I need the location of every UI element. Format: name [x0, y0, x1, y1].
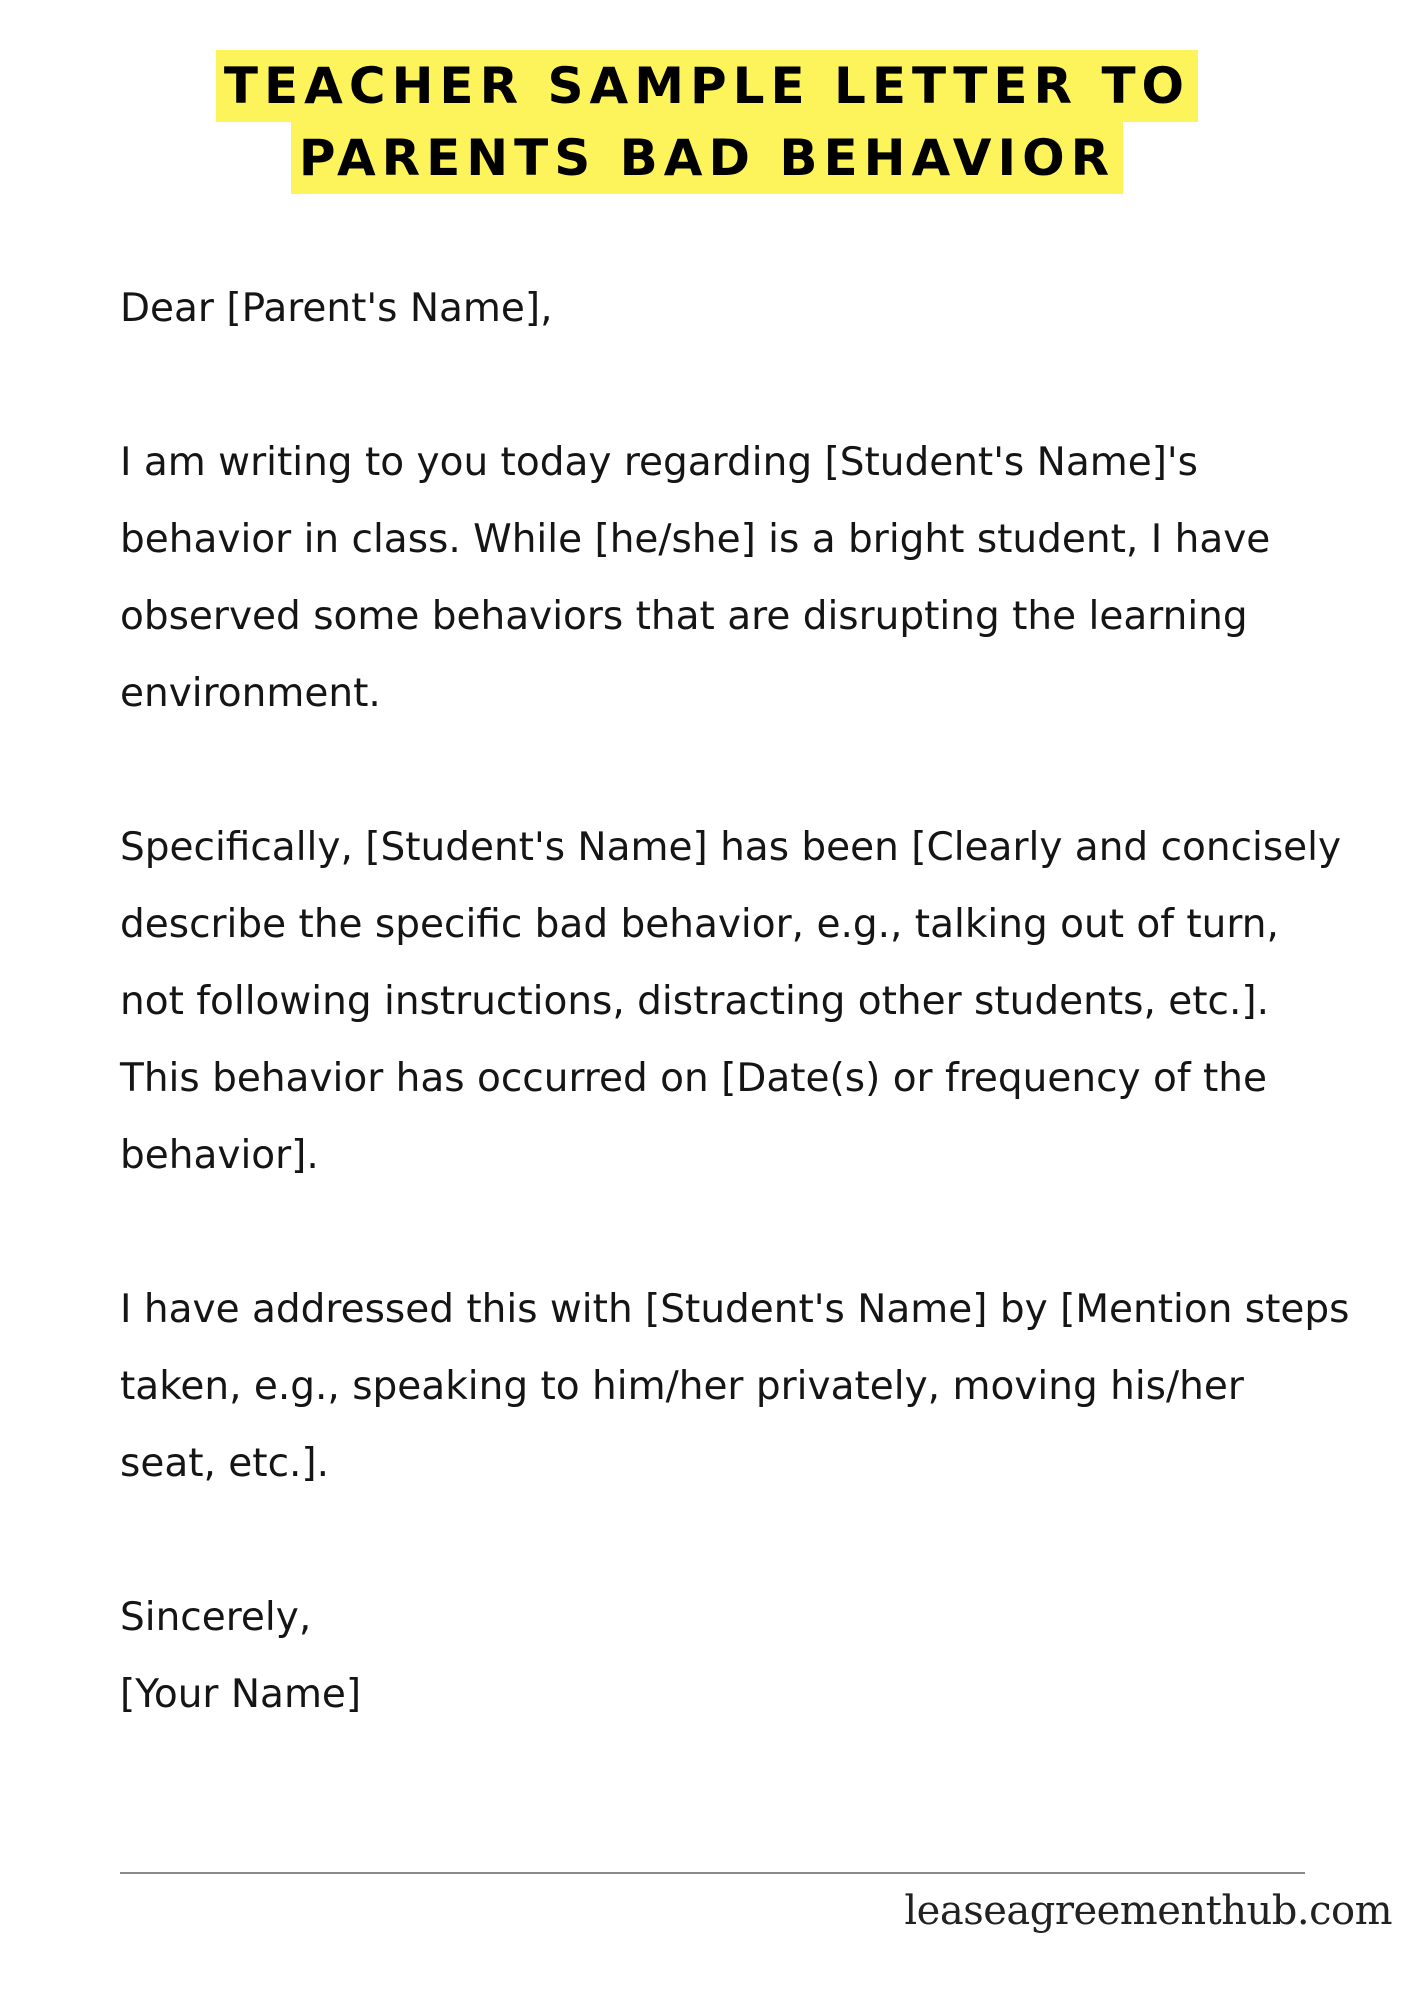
title-line-2: PARENTS BAD BEHAVIOR	[291, 122, 1123, 194]
title-line-1: TEACHER SAMPLE LETTER TO	[216, 50, 1198, 122]
footer-divider	[120, 1872, 1305, 1874]
paragraph-behavior: Specifically, [Student's Name] has been [Clearly and concisely describe the specific bad behavior, e.g., talking out of turn, not following instructions, distracting other students, etc.]. This behavior has occurred on [Date(s) or frequency of the behavior].	[120, 825, 1342, 1178]
salutation: Dear [Parent's Name],	[120, 286, 553, 331]
closing: Sincerely,	[120, 1595, 312, 1640]
letter-body	[120, 270, 1350, 1733]
closing-block	[120, 1579, 1350, 1733]
website-link[interactable]: leaseagreementhub.com	[904, 1888, 1392, 1934]
page-title	[0, 50, 1414, 194]
paragraph-intro: I am writing to you today regarding [Student's Name]'s behavior in class. While [he/she] is a bright student, I have observed some behaviors that are disrupting the learning environment.	[120, 440, 1271, 716]
paragraph-steps: I have addressed this with [Student's Name] by [Mention steps taken, e.g., speaking to him/her privately, moving his/her seat, etc.].	[120, 1287, 1350, 1486]
signature: [Your Name]	[120, 1672, 362, 1717]
